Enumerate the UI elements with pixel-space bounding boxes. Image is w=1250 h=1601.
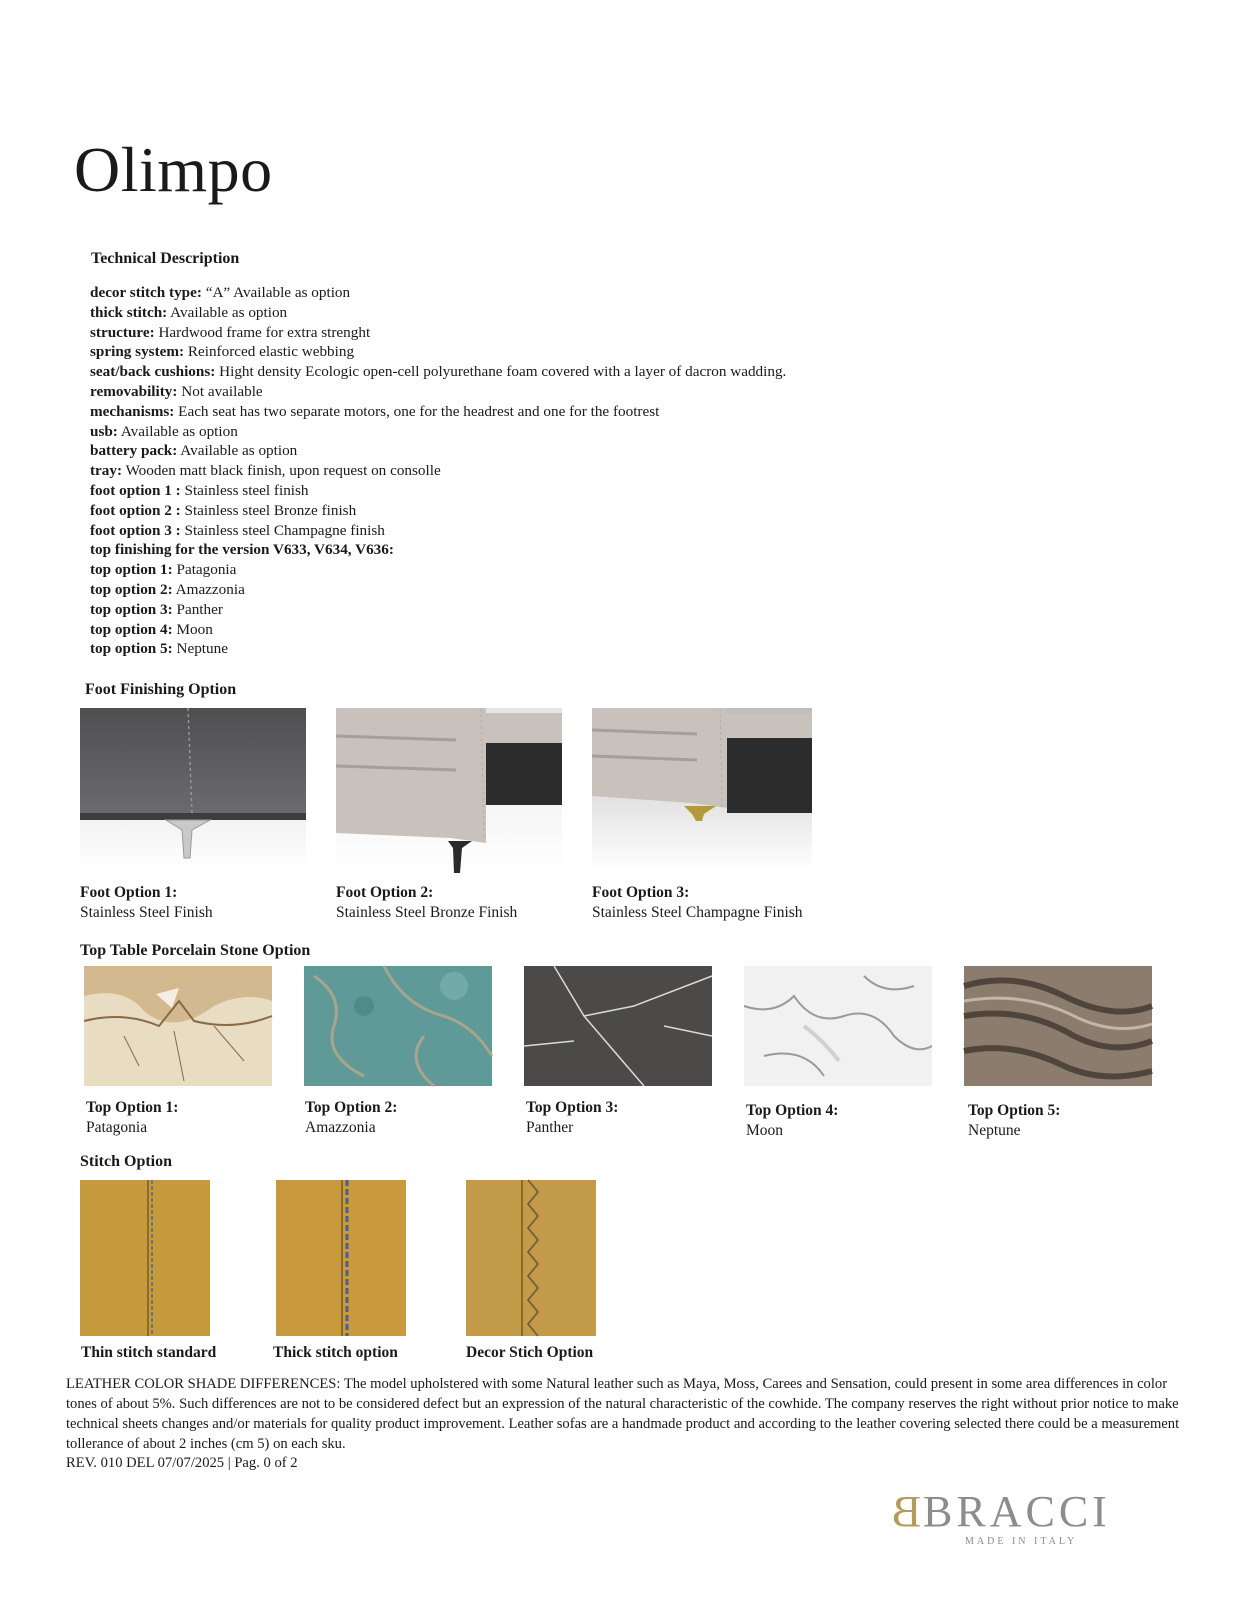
foot-option-1-name: Stainless Steel Finish xyxy=(80,904,213,921)
foot-option-2-caption xyxy=(336,883,517,923)
spec-key: top option 3: xyxy=(90,600,173,618)
spec-row xyxy=(90,461,786,481)
spec-row xyxy=(90,620,786,640)
spec-value: Patagonia xyxy=(172,561,237,579)
spec-value: Stainless steel Champagne finish xyxy=(180,521,385,539)
spec-key: foot option 3 : xyxy=(90,521,181,539)
spec-key: top option 1: xyxy=(90,561,173,579)
decor-stitch-swatch xyxy=(466,1180,596,1336)
spec-row xyxy=(90,481,786,501)
thin-stitch-label: Thin stitch standard xyxy=(81,1344,217,1361)
spec-row xyxy=(90,342,786,362)
decor-stitch-label: Decor Stich Option xyxy=(466,1344,594,1361)
foot-option-3-label: Foot Option 3: xyxy=(592,884,690,901)
spec-value: “A” Available as option xyxy=(201,284,351,301)
spec-key: thick stitch: xyxy=(90,303,168,321)
top-option-1-label: Top Option 1: xyxy=(86,1099,179,1116)
foot-option-3-name: Stainless Steel Champagne Finish xyxy=(592,904,803,921)
spec-row xyxy=(90,382,786,402)
top-option-4-name: Moon xyxy=(746,1122,784,1139)
spec-value: Moon xyxy=(172,620,213,638)
spec-key: foot option 2 : xyxy=(90,501,181,519)
spec-row xyxy=(90,422,786,442)
spec-row xyxy=(90,362,786,382)
spec-value: Reinforced elastic webbing xyxy=(184,343,355,361)
top-option-3-caption xyxy=(526,1098,618,1138)
top-option-5-swatch xyxy=(964,966,1152,1086)
product-title: Olimpo xyxy=(74,134,273,205)
thin-stitch-swatch xyxy=(80,1180,210,1336)
foot-option-1-image xyxy=(80,708,306,871)
spec-row xyxy=(90,402,786,422)
spec-row xyxy=(90,600,786,620)
spec-key: battery pack: xyxy=(90,442,178,460)
top-option-4-caption xyxy=(746,1101,838,1141)
spec-row xyxy=(90,441,786,461)
foot-option-3-image xyxy=(592,708,812,871)
spec-row xyxy=(90,501,786,521)
thick-stitch-swatch xyxy=(276,1180,406,1336)
spec-key: foot option 1 : xyxy=(90,481,181,499)
spec-row xyxy=(90,303,786,323)
spec-key: mechanisms: xyxy=(90,402,175,420)
spec-value: Available as option xyxy=(167,303,288,321)
top-option-5-label: Top Option 5: xyxy=(968,1102,1061,1119)
spec-key: top option 4: xyxy=(90,620,173,638)
stitch-option-heading: Stitch Option xyxy=(80,1153,173,1170)
svg-text:BRACCI: BRACCI xyxy=(923,1487,1111,1536)
spec-key: top option 2: xyxy=(90,580,173,598)
spec-value: Wooden matt black finish, upon request on consolle xyxy=(122,462,441,480)
spec-key: removability: xyxy=(90,382,178,400)
top-option-2-name: Amazzonia xyxy=(305,1119,376,1136)
foot-option-2-label: Foot Option 2: xyxy=(336,884,434,901)
top-option-3-label: Top Option 3: xyxy=(526,1099,619,1116)
technical-spec-list xyxy=(90,283,786,659)
leather-disclaimer: LEATHER COLOR SHADE DIFFERENCES: The model upholstered with some Natural leather such as Maya, Moss, Carees and Sensation, could present in some area differences in color tones of about 5%. Such differences are not to be considered defect but an expression of the natural characteristic of the cowhide. The company reserves the right without prior notice to make technical sheets changes and/or materials for quality product improvement. Leather sofas are a handmade product and according to the leather covering selected there could be a measurement tollerance of about 2 inches (cm 5) on each sku. xyxy=(66,1376,1180,1452)
spec-key: tray: xyxy=(90,462,123,480)
top-option-1-caption xyxy=(86,1098,178,1138)
top-option-2-swatch xyxy=(304,966,492,1086)
spec-value: Hardwood frame for extra strenght xyxy=(154,323,371,341)
top-option-2-label: Top Option 2: xyxy=(305,1099,398,1116)
spec-key: usb: xyxy=(90,422,118,440)
top-option-3-name: Panther xyxy=(526,1119,574,1136)
thick-stitch-label: Thick stitch option xyxy=(273,1344,398,1361)
top-option-4-swatch xyxy=(744,966,932,1086)
foot-option-1-caption xyxy=(80,883,213,923)
spec-key: structure: xyxy=(90,323,155,341)
spec-value: Not available xyxy=(177,382,263,400)
spec-row xyxy=(90,560,786,580)
spec-row xyxy=(90,639,786,659)
spec-value: Hight density Ecologic open-cell polyurethane foam covered with a layer of dacron wadding. xyxy=(215,363,787,381)
svg-text:MADE IN ITALY: MADE IN ITALY xyxy=(965,1536,1078,1547)
spec-value: Stainless steel finish xyxy=(180,481,309,499)
spec-key: decor stitch type: xyxy=(90,284,202,301)
top-table-heading: Top Table Porcelain Stone Option xyxy=(80,942,311,959)
top-option-4-label: Top Option 4: xyxy=(746,1102,839,1119)
top-option-5-name: Neptune xyxy=(968,1122,1021,1139)
spec-row xyxy=(90,540,786,560)
spec-value: Available as option xyxy=(117,422,238,440)
spec-key: top finishing for the version V633, V634, V636: xyxy=(90,541,394,559)
spec-row xyxy=(90,323,786,343)
spec-value: Available as option xyxy=(177,442,298,460)
spec-value: Amazzonia xyxy=(172,580,245,598)
svg-text:B: B xyxy=(891,1487,921,1536)
revision-info: REV. 010 DEL 07/07/2025 | Pag. 0 of 2 xyxy=(66,1455,298,1471)
top-option-3-swatch xyxy=(524,966,712,1086)
spec-row xyxy=(90,521,786,541)
top-option-2-caption xyxy=(305,1098,397,1138)
spec-row xyxy=(90,580,786,600)
spec-value: Each seat has two separate motors, one for the headrest and one for the footrest xyxy=(174,402,660,420)
foot-option-2-image xyxy=(336,708,562,871)
foot-option-1-label: Foot Option 1: xyxy=(80,884,178,901)
bracci-logo xyxy=(891,1486,1165,1547)
spec-key: spring system: xyxy=(90,343,185,361)
spec-value: Stainless steel Bronze finish xyxy=(180,501,357,519)
spec-key: seat/back cushions: xyxy=(90,363,216,381)
foot-finishing-heading: Foot Finishing Option xyxy=(85,681,237,698)
technical-description-heading: Technical Description xyxy=(91,250,240,267)
top-option-5-caption xyxy=(968,1101,1060,1141)
top-option-1-swatch xyxy=(84,966,272,1086)
spec-key: top option 5: xyxy=(90,640,173,658)
foot-option-3-caption xyxy=(592,883,803,923)
top-option-1-name: Patagonia xyxy=(86,1119,148,1136)
spec-value: Neptune xyxy=(172,640,228,658)
foot-option-2-name: Stainless Steel Bronze Finish xyxy=(336,904,518,921)
spec-value: Panther xyxy=(172,600,223,618)
spec-row xyxy=(90,283,786,303)
